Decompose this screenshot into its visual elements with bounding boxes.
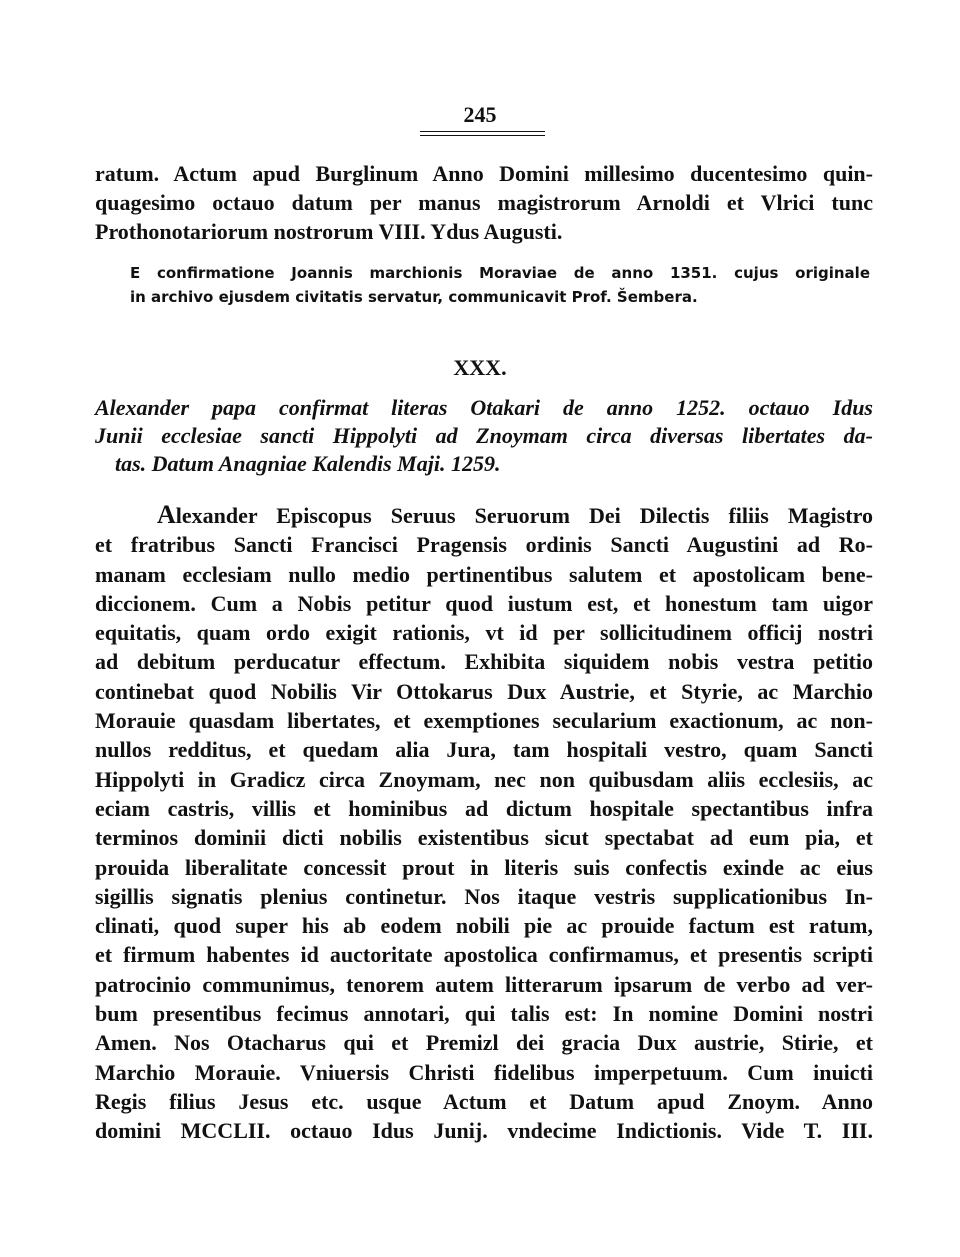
body-line: ad debitum perducatur effectum. Exhibita siquidem nobis vestra petitio [95, 649, 873, 675]
page-number-rule-top [420, 131, 545, 132]
body-line: eciam castris, villis et hominibus ad dictum hospitale spectantibus infra [95, 795, 873, 821]
body-line: Regis filius Jesus etc. usque Actum et Datum apud Znoym. Anno [95, 1088, 873, 1114]
source-note [130, 261, 870, 309]
heading-line: Junii ecclesiae sancti Hippolyti ad Znoymam circa diversas libertates da- [95, 423, 873, 448]
body-line: bum presentibus fecimus annotari, qui talis est: In nomine Domini nostri [95, 1001, 873, 1027]
text-line: quagesimo octauo datum per manus magistrorum Arnoldi et Vlrici tunc [95, 189, 873, 215]
body-line: clinati, quod super his ab eodem nobili pie ac prouide factum est ratum, [95, 913, 873, 939]
note-line: E confirmatione Joannis marchionis Moraviae de anno 1351. cujus originale [130, 264, 870, 282]
first-line-text: lexander Episcopus Seruus Seruorum Dei Dilectis filiis Magistro [175, 503, 873, 528]
body-line: continebat quod Nobilis Vir Ottokarus Dux Austrie, et Styrie, ac Marchio [95, 678, 873, 704]
body-line: patrocinio communimus, tenorem autem litterarum ipsarum de verbo ad ver- [95, 971, 873, 997]
continued-paragraph [95, 160, 873, 247]
section-number: XXX. [453, 355, 507, 380]
initial-letter: A [157, 500, 176, 529]
body-line: et firmum habentes id auctoritate apostolica confirmamus, et presentis scripti [95, 942, 873, 968]
page-number: 245 [463, 102, 497, 127]
body-line: sigillis signatis plenius continetur. Nos itaque vestris supplicationibus In- [95, 883, 873, 909]
body-line: diccionem. Cum a Nobis petitur quod iustum est, et honestum tam uigor [95, 590, 873, 616]
body-line: equitatis, quam ordo exigit rationis, vt id per sollicitudinem officij nostri [95, 620, 873, 646]
body-paragraph [95, 500, 873, 1146]
body-line: prouida liberalitate concessit prout in literis suis confectis exinde ac eius [95, 854, 873, 880]
body-line: Marchio Morauie. Vniuersis Christi fidelibus imperpetuum. Cum inuicti [95, 1059, 873, 1085]
heading-line: tas. Datum Anagniae Kalendis Maji. 1259. [115, 451, 501, 476]
body-line: Amen. Nos Otacharus qui et Premizl dei gracia Dux austrie, Stirie, et [95, 1030, 873, 1056]
heading-line: Alexander papa confirmat literas Otakari de anno 1252. octauo Idus [95, 395, 873, 420]
body-line: domini MCCLII. octauo Idus Junij. vndecime Indictionis. Vide T. III. [95, 1118, 873, 1144]
note-line: in archivo ejusdem civitatis servatur, communicavit Prof. Šembera. [130, 288, 698, 306]
text-line: ratum. Actum apud Burglinum Anno Domini millesimo ducentesimo quin- [95, 161, 873, 186]
body-line: Hippolyti in Gradicz circa Znoymam, nec non quibusdam aliis ecclesiis, ac [95, 766, 873, 792]
body-line: et fratribus Sancti Francisci Pragensis ordinis Sancti Augustini ad Ro- [95, 532, 873, 558]
body-line: manam ecclesiam nullo medio pertinentibus salutem et apostolicam bene- [95, 561, 873, 587]
page-number-rule-bottom [420, 135, 545, 136]
body-first-line [95, 500, 873, 530]
body-line: Morauie quasdam libertates, et exemptiones secularium exactionum, ac non- [95, 708, 873, 734]
body-line: terminos dominii dicti nobilis existentibus sicut spectabat ad eum pia, et [95, 825, 873, 851]
body-line: nullos redditus, et quedam alia Jura, tam hospitali vestro, quam Sancti [95, 737, 873, 763]
document-heading [95, 394, 873, 478]
text-line: Prothonotariorum nostrorum VIII. Ydus Augusti. [95, 218, 563, 244]
